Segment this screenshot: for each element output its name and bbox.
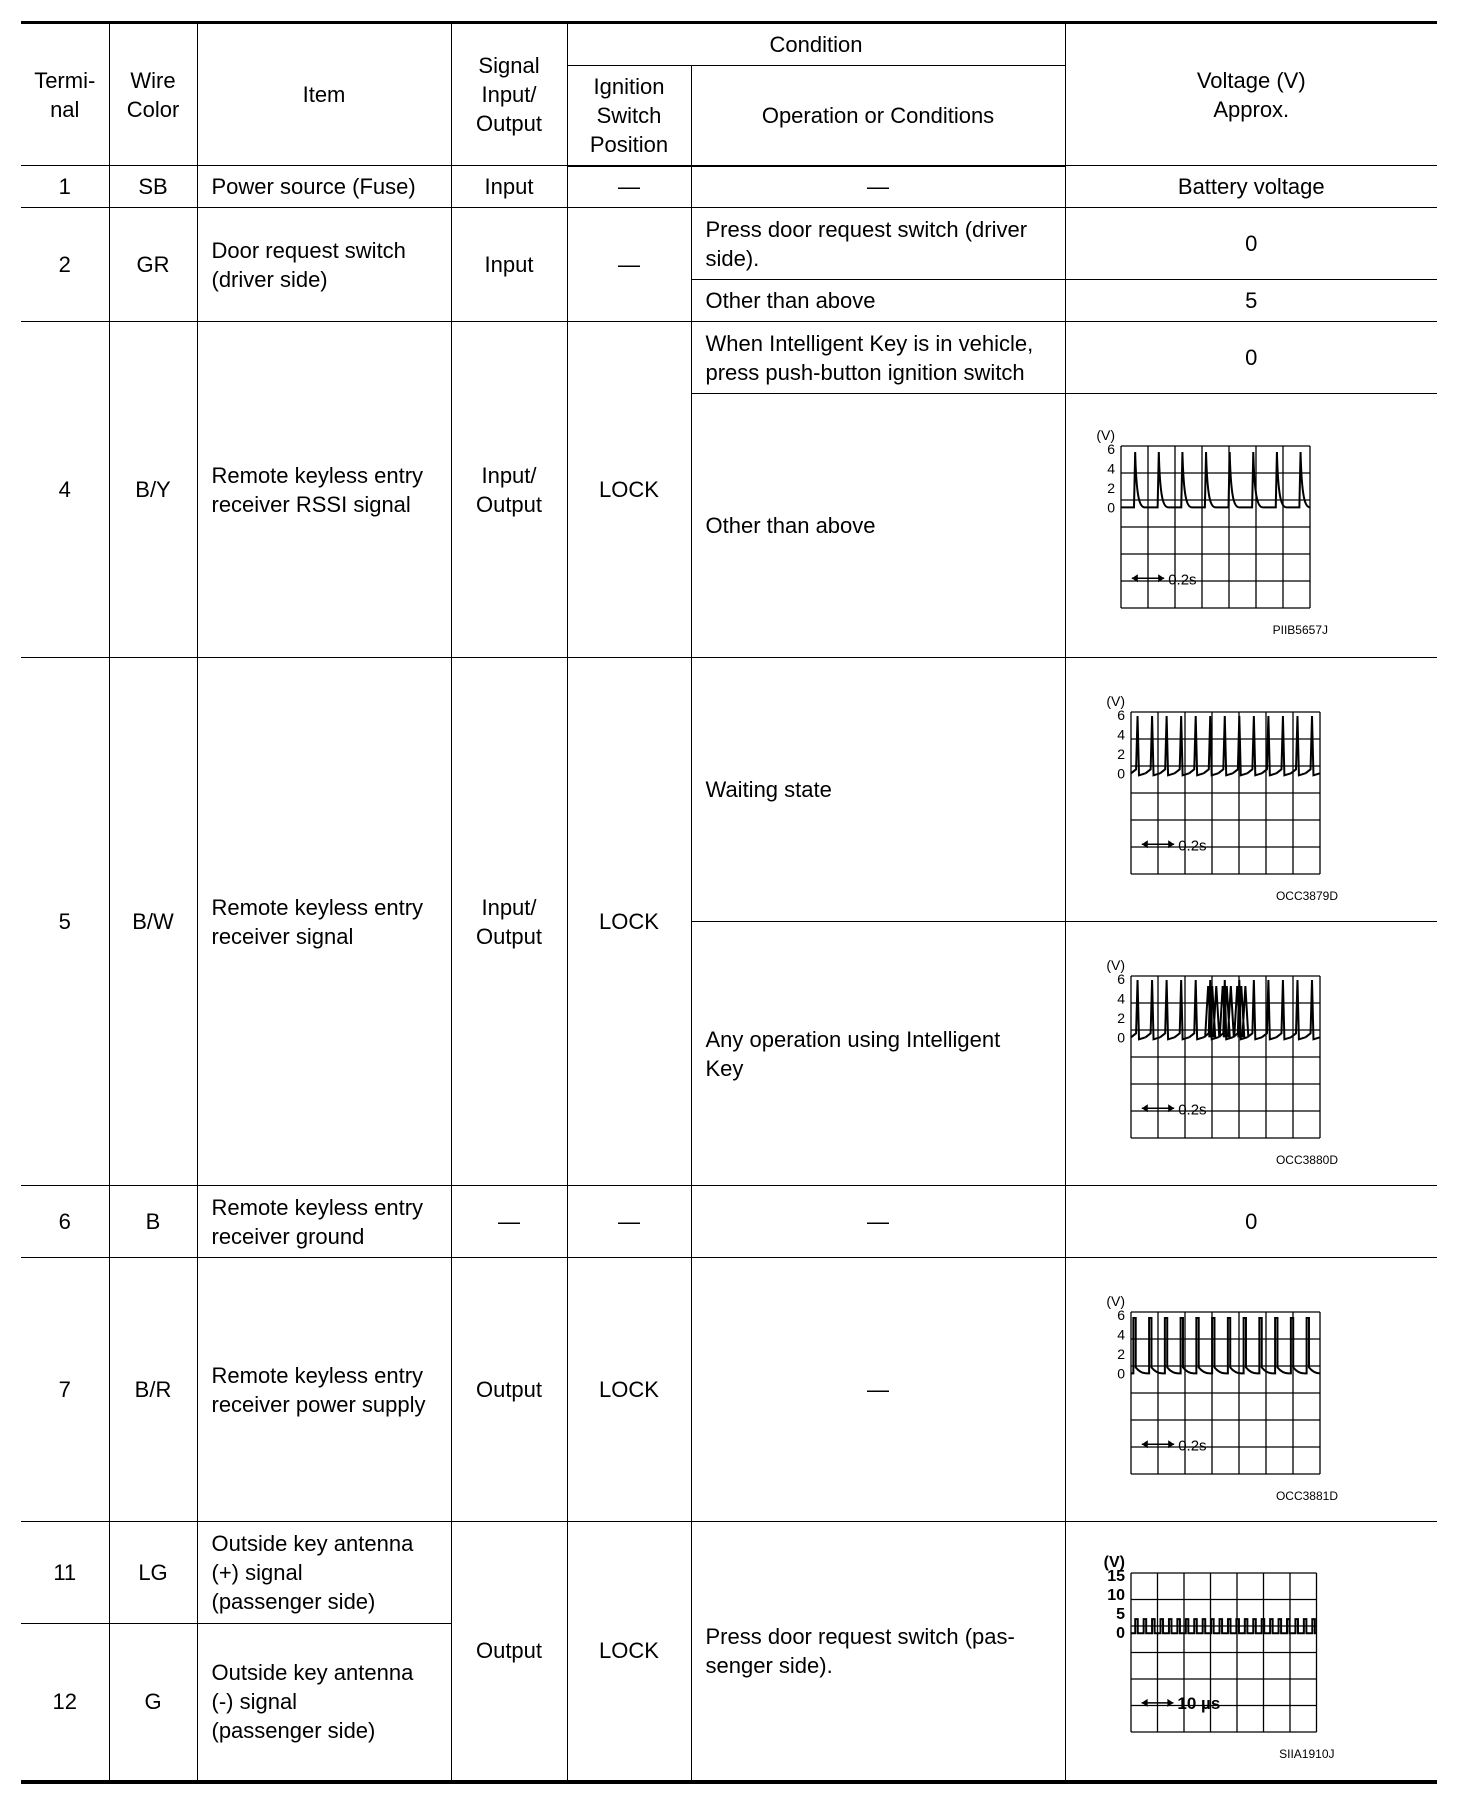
cell-voltage-waveform	[1065, 1522, 1437, 1782]
header-item-text: Item	[302, 82, 346, 107]
cell-wire: GR	[109, 208, 197, 322]
antenna-waveform-chart	[1081, 1541, 1421, 1761]
cell-terminal: 11	[21, 1522, 109, 1624]
y-tick-label: 10	[1107, 1586, 1126, 1604]
y-tick-label: 6	[1107, 440, 1116, 457]
cell-voltage: 5	[1065, 280, 1437, 322]
cell-voltage: 0	[1065, 208, 1437, 280]
header-signal	[451, 23, 567, 166]
y-tick-label: 5	[1116, 1605, 1126, 1623]
time-scale-label: 0.2s	[1178, 1100, 1207, 1118]
cell-wire: LG	[109, 1522, 197, 1624]
figure-code-label: OCC3879D	[1276, 888, 1339, 900]
cell-item: Remote keyless entry receiver signal	[197, 658, 451, 1186]
cell-ignition: LOCK	[567, 658, 691, 1186]
cell-item: Remote keyless entry receiver ground	[197, 1186, 451, 1258]
cell-voltage: 0	[1065, 322, 1437, 394]
y-unit-label: (V)	[1106, 692, 1126, 709]
header-voltage	[1065, 23, 1437, 166]
cell-wire: B/W	[109, 658, 197, 1186]
header-condition-text: Condition	[769, 32, 863, 57]
cell-voltage-waveform	[1065, 1258, 1437, 1522]
y-unit-label: (V)	[1096, 426, 1116, 443]
y-tick-label: 2	[1117, 1345, 1126, 1362]
rssi-waveform-chart	[1081, 416, 1421, 636]
time-scale-label: 0.2s	[1178, 1436, 1207, 1454]
time-scale-label: 10 µs	[1177, 1693, 1221, 1713]
cell-wire: B	[109, 1186, 197, 1258]
time-scale-label: 0.2s	[1178, 836, 1207, 854]
header-signal-text: Signal Input/ Output	[475, 53, 543, 136]
cell-terminal: 7	[21, 1258, 109, 1522]
waveform-trace	[1121, 452, 1310, 507]
cell-voltage-waveform	[1065, 394, 1437, 658]
cell-voltage: Battery voltage	[1065, 166, 1437, 208]
header-ignition-text: Ignition Switch Position	[589, 73, 669, 157]
cell-ignition: LOCK	[567, 1258, 691, 1522]
cell-signal: Output	[451, 1258, 567, 1522]
y-tick-label: 4	[1117, 1325, 1126, 1342]
cell-operation: Any operation using Intelligent Key	[691, 922, 1065, 1186]
header-ignition	[567, 66, 691, 166]
table-row	[21, 1522, 1437, 1624]
y-tick-label: 2	[1107, 479, 1116, 496]
cell-operation: Waiting state	[691, 658, 1065, 922]
y-tick-label: 4	[1117, 725, 1126, 742]
terminal-table-sheet	[21, 21, 1437, 1784]
cell-signal: Input	[451, 166, 567, 208]
table-row	[21, 1186, 1437, 1258]
cell-signal: Input	[451, 208, 567, 322]
header-operation	[691, 66, 1065, 166]
table-row	[21, 1258, 1437, 1522]
time-scale-label: 0.2s	[1168, 570, 1197, 588]
cell-operation: Press door request switch (pas- senger side).	[691, 1522, 1065, 1782]
cell-wire: SB	[109, 166, 197, 208]
cell-operation: When Intelligent Key is in vehicle, press push-button ignition switch	[691, 322, 1065, 394]
cell-item: Remote keyless entry receiver power supply	[197, 1258, 451, 1522]
power-supply-waveform-chart	[1081, 1280, 1421, 1500]
cell-voltage: 0	[1065, 1186, 1437, 1258]
cell-operation: —	[691, 1186, 1065, 1258]
figure-code-label: PIIB5657J	[1272, 622, 1329, 636]
y-tick-label: 2	[1117, 745, 1126, 762]
y-tick-label: 0	[1117, 1364, 1126, 1381]
table-row	[21, 658, 1437, 922]
cell-item: Door request switch (driver side)	[197, 208, 451, 322]
header-wire-color	[109, 23, 197, 166]
header-condition	[567, 23, 1065, 66]
y-tick-label: 15	[1107, 1567, 1126, 1585]
figure-code-label: SIIA1910J	[1279, 1746, 1335, 1761]
cell-terminal: 12	[21, 1624, 109, 1782]
y-tick-label: 6	[1117, 706, 1126, 723]
table-row	[21, 166, 1437, 208]
cell-item: Power source (Fuse)	[197, 166, 451, 208]
cell-ignition: LOCK	[567, 322, 691, 658]
cell-signal: Input/ Output	[451, 658, 567, 1186]
cell-item: Outside key antenna (+) signal (passenger side)	[197, 1522, 451, 1624]
cell-terminal: 2	[21, 208, 109, 322]
terminal-reference-table	[21, 21, 1437, 1784]
y-tick-label: 6	[1117, 970, 1126, 987]
header-item	[197, 23, 451, 166]
y-unit-label: (V)	[1106, 1292, 1126, 1309]
header-terminal	[21, 23, 109, 166]
cell-terminal: 1	[21, 166, 109, 208]
cell-item: Remote keyless entry receiver RSSI signal	[197, 322, 451, 658]
cell-ignition: —	[567, 166, 691, 208]
cell-terminal: 4	[21, 322, 109, 658]
y-unit-label: (V)	[1106, 956, 1126, 973]
y-tick-label: 4	[1107, 459, 1116, 476]
cell-signal: Output	[451, 1522, 567, 1782]
cell-operation: —	[691, 1258, 1065, 1522]
cell-operation: Other than above	[691, 394, 1065, 658]
cell-operation: —	[691, 166, 1065, 208]
header-wire-color-text: Wire Color	[126, 67, 180, 122]
cell-ignition: LOCK	[567, 1522, 691, 1782]
cell-wire: G	[109, 1624, 197, 1782]
cell-operation: Press door request switch (driver side).	[691, 208, 1065, 280]
figure-code-label: OCC3881D	[1276, 1488, 1339, 1500]
header-operation-text: Operation or Conditions	[761, 102, 995, 128]
waiting-state-waveform-chart	[1081, 680, 1421, 900]
y-tick-label: 0	[1117, 764, 1126, 781]
table-row	[21, 208, 1437, 280]
y-tick-label: 0	[1117, 1028, 1126, 1045]
cell-wire: B/Y	[109, 322, 197, 658]
cell-voltage-waveform	[1065, 658, 1437, 922]
cell-operation: Other than above	[691, 280, 1065, 322]
cell-wire: B/R	[109, 1258, 197, 1522]
y-tick-label: 2	[1117, 1009, 1126, 1026]
cell-ignition: —	[567, 1186, 691, 1258]
figure-code-label: OCC3880D	[1276, 1152, 1339, 1164]
cell-item: Outside key antenna (-) signal (passenger side)	[197, 1624, 451, 1782]
header-voltage-text: Voltage (V) Approx.	[1196, 67, 1306, 122]
y-tick-label: 6	[1117, 1306, 1126, 1323]
cell-ignition: —	[567, 208, 691, 322]
cell-voltage-waveform	[1065, 922, 1437, 1186]
y-unit-label: (V)	[1103, 1553, 1126, 1571]
cell-signal: —	[451, 1186, 567, 1258]
cell-terminal: 5	[21, 658, 109, 1186]
intelligent-key-waveform-chart	[1081, 944, 1421, 1164]
y-tick-label: 0	[1107, 498, 1116, 515]
waveform-trace	[1131, 1318, 1320, 1373]
header-terminal-text: Termi- nal	[34, 67, 96, 122]
y-tick-label: 4	[1117, 989, 1126, 1006]
y-tick-label: 0	[1116, 1624, 1126, 1642]
cell-signal: Input/ Output	[451, 322, 567, 658]
table-row	[21, 322, 1437, 394]
cell-terminal: 6	[21, 1186, 109, 1258]
